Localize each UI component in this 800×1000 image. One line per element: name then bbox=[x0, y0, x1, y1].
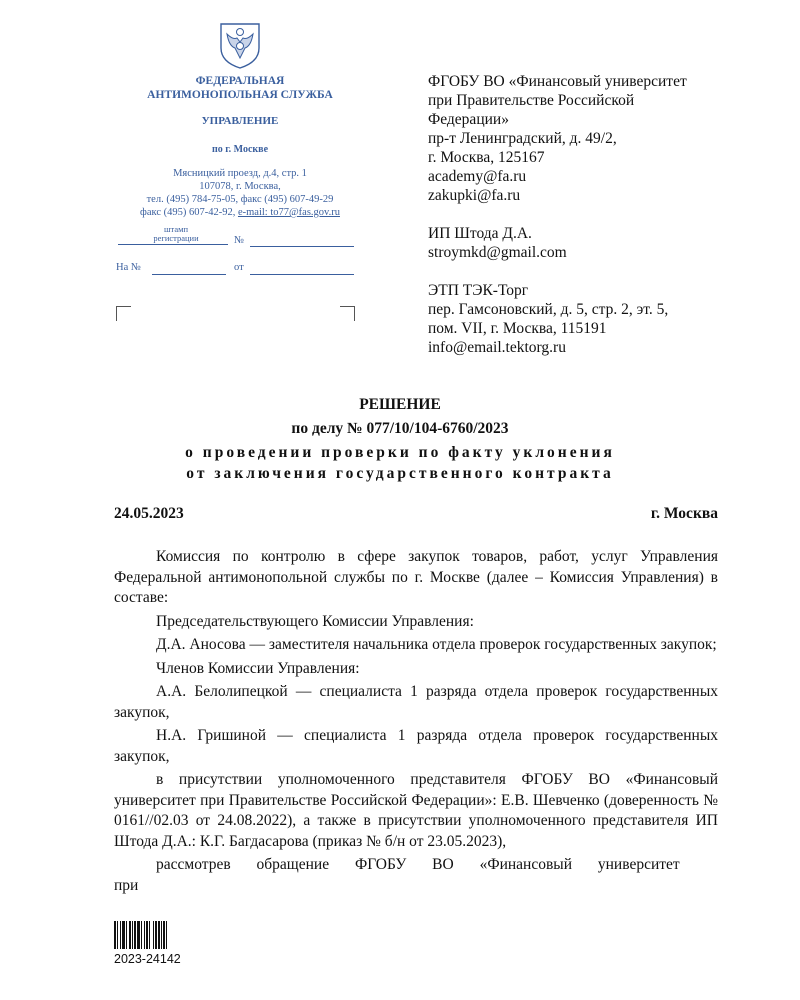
body-paragraph: рассмотрев обращение ФГОБУ ВО «Финансовый университет при bbox=[114, 856, 680, 894]
recipient-line: пом. VII, г. Москва, 115191 bbox=[428, 320, 607, 337]
stamp-label-1: штамп bbox=[163, 224, 189, 234]
agency-address bbox=[110, 167, 370, 219]
body-paragraph: Д.А. Аносова — заместителя начальника отдела проверок государственных закупок; bbox=[156, 636, 717, 653]
address-line-3: тел. (495) 784-75-05, факс (495) 607-49-29 bbox=[146, 194, 334, 205]
department-title: УПРАВЛЕНИЕ bbox=[201, 115, 279, 127]
barcode-number: 2023-24142 bbox=[114, 952, 181, 966]
recipient-line: пер. Гамсоновский, д. 5, стр. 2, эт. 5, bbox=[428, 301, 669, 318]
barcode-bar bbox=[161, 921, 162, 949]
body-paragraph: Председательствующего Комиссии Управления: bbox=[156, 612, 474, 630]
agency-line-1: ФЕДЕРАЛЬНАЯ bbox=[195, 75, 285, 87]
barcode-bar bbox=[155, 921, 157, 949]
stamp-line bbox=[118, 244, 228, 245]
barcode-bar bbox=[114, 921, 116, 949]
address-line-1: Мясницкий проезд, д.4, стр. 1 bbox=[173, 168, 307, 179]
body-paragraph: А.А. Белолипецкой — специалиста 1 разряда отдела проверок государственных закупок, bbox=[114, 683, 718, 721]
barcode-bar bbox=[163, 921, 165, 949]
number-label: № bbox=[234, 235, 245, 246]
agency-email-link[interactable]: e-mail: to77@fas.gov.ru bbox=[237, 207, 340, 218]
barcode-bar bbox=[158, 921, 160, 949]
barcode-bar bbox=[146, 921, 148, 949]
decision-subject-line-1: о проведении проверки по факту уклонения bbox=[185, 444, 615, 461]
document-barcode bbox=[114, 921, 190, 949]
barcode-bar bbox=[144, 921, 145, 949]
barcode-bar bbox=[120, 921, 121, 949]
barcode-bar bbox=[137, 921, 140, 949]
recipient-email[interactable]: stroymkd@gmail.com bbox=[428, 244, 567, 261]
barcode-bar bbox=[126, 921, 127, 949]
barcode-bar bbox=[149, 921, 150, 949]
agency-line-2: АНТИМОНОПОЛЬНАЯ СЛУЖБА bbox=[147, 89, 333, 101]
recipient-line: ИП Штода Д.А. bbox=[428, 225, 532, 242]
recipient-email[interactable]: academy@fa.ru bbox=[428, 168, 527, 185]
from-field-line bbox=[250, 274, 354, 275]
recipient-line: г. Москва, 125167 bbox=[428, 149, 545, 166]
stamp-label bbox=[122, 225, 230, 243]
recipient-email[interactable]: zakupki@fa.ru bbox=[428, 187, 521, 204]
stamp-label-2: регистрации bbox=[153, 233, 199, 243]
recipient-entrepreneur bbox=[428, 224, 758, 262]
recipient-line: пр-т Ленинградский, д. 49/2, bbox=[428, 130, 617, 147]
fax-number: факс (495) 607-42-92, bbox=[140, 207, 238, 218]
barcode-bar bbox=[122, 921, 125, 949]
agency-name bbox=[118, 74, 362, 102]
body-paragraph: Н.А. Гришиной — специалиста 1 разряда отдела проверок государственных закупок, bbox=[114, 727, 718, 765]
recipients-block bbox=[428, 72, 758, 376]
barcode-bar bbox=[166, 921, 167, 949]
barcode-bar bbox=[134, 921, 136, 949]
department-city: по г. Москве bbox=[211, 144, 269, 155]
barcode-bar bbox=[129, 921, 131, 949]
recipient-line: Федерации» bbox=[428, 111, 509, 128]
barcode-bar bbox=[141, 921, 142, 949]
decision-date: 24.05.2023 bbox=[114, 505, 184, 522]
recipient-line: ЭТП ТЭК-Торг bbox=[428, 282, 529, 299]
decision-subject-line-2: от заключения государственного контракта bbox=[186, 465, 614, 482]
case-number: по делу № 077/10/104-6760/2023 bbox=[291, 420, 509, 437]
body-paragraph: Комиссия по контролю в сфере закупок товаров, работ, услуг Управления Федеральной антимонопольной службы по г. Москве (далее – Комиссия Управления) в составе: bbox=[114, 548, 718, 606]
body-paragraph: Членов Комиссии Управления: bbox=[156, 659, 360, 677]
recipient-line: при Правительстве Российской bbox=[428, 92, 635, 109]
recipient-university bbox=[428, 72, 758, 205]
on-number-label: На № bbox=[116, 262, 141, 273]
decision-title: РЕШЕНИЕ bbox=[359, 396, 441, 413]
address-line-2: 107078, г. Москва, bbox=[199, 181, 281, 192]
body-paragraph: в присутствии уполномоченного представителя ФГОБУ ВО «Финансовый университет при Правительстве Российской Федерации»: Е.В. Шевченко (доверенность № 0161//02.03 от 24.08.2022), а также в присутствии уполномоченного представителя ИП Штода Д.А.: К.Г. Багдасарова (приказ № б/н от 23.05.2023), bbox=[114, 771, 718, 850]
decision-city: г. Москва bbox=[650, 505, 718, 522]
barcode-bar bbox=[132, 921, 133, 949]
decision-body bbox=[114, 547, 718, 899]
address-corner-left bbox=[116, 306, 131, 321]
address-corner-right bbox=[340, 306, 355, 321]
recipient-etp bbox=[428, 281, 758, 357]
russian-eagle-emblem-icon bbox=[215, 18, 265, 70]
barcode-bar bbox=[153, 921, 154, 949]
barcode-bar bbox=[117, 921, 118, 949]
recipient-line: ФГОБУ ВО «Финансовый университет bbox=[428, 73, 687, 90]
recipient-email[interactable]: info@email.tektorg.ru bbox=[428, 339, 566, 356]
number-field-line bbox=[250, 246, 354, 247]
address-line-4 bbox=[110, 206, 370, 219]
from-label: от bbox=[234, 262, 244, 273]
on-number-field-line bbox=[152, 274, 226, 275]
